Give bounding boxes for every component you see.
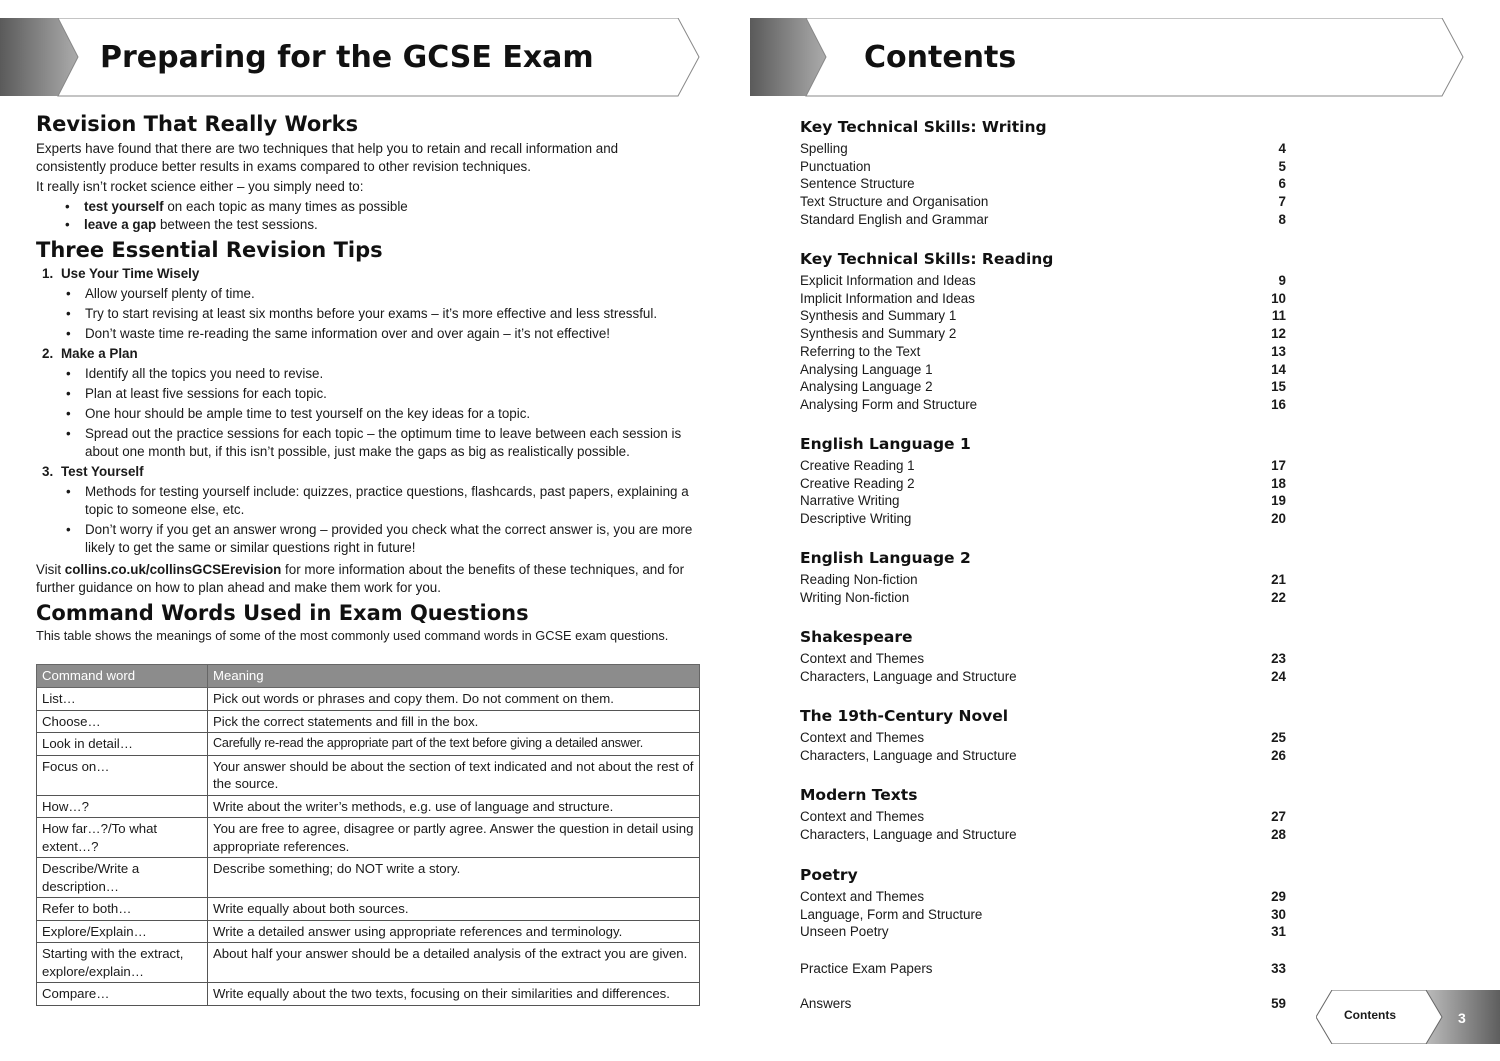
table-row <box>37 818 700 858</box>
contents-entry[interactable]: Characters, Language and Structure 28 <box>800 826 1286 842</box>
table-row <box>37 688 700 711</box>
contents-entry[interactable]: Characters, Language and Structure 24 <box>800 668 1286 684</box>
column-header-command: Command word <box>37 665 208 688</box>
section-heading: Shakespeare <box>800 628 913 646</box>
collins-link[interactable]: collins.co.uk/collinsGCSErevision <box>64 562 282 577</box>
command-cell: How…? <box>37 795 208 818</box>
meaning-cell: Write equally about the two texts, focusing on their similarities and differences. <box>208 983 700 1006</box>
meaning-cell: Your answer should be about the section of text indicated and not about the rest of the source. <box>208 755 700 795</box>
contents-entry[interactable]: Context and Themes 29 <box>800 889 1286 904</box>
contents-entry[interactable]: Answers 59 <box>800 996 1286 1011</box>
command-cell: Look in detail… <box>37 733 208 756</box>
contents-entry[interactable]: Implicit Information and Ideas 10 <box>800 290 1286 306</box>
contents-entry[interactable]: Reading Non-fiction 21 <box>800 572 1286 587</box>
contents-title: Contents <box>864 40 1017 75</box>
command-cell: Focus on… <box>37 755 208 795</box>
meaning-cell: Carefully re-read the appropriate part of the text before giving a detailed answer. <box>208 733 700 756</box>
command-cell: Explore/Explain… <box>37 920 208 943</box>
tip-bullet: • Don’t worry if you get an answer wrong – provided you check what the correct answer is, you are more likely to get the same or similar questions right in future! <box>36 521 700 557</box>
tip-title: 1. Use Your Time Wisely <box>42 266 200 281</box>
contents-section <box>800 707 1286 764</box>
table-row <box>37 898 700 921</box>
command-words-intro: This table shows the meanings of some of the most commonly used command words in GCSE exam questions. <box>36 628 669 643</box>
table-row <box>37 795 700 818</box>
section-heading: Key Technical Skills: Reading <box>800 250 1054 268</box>
contents-entry[interactable]: Context and Themes 23 <box>800 651 1286 666</box>
contents-practice-papers <box>800 960 1286 978</box>
tip-bullet: • Try to start revising at least six months before your exams – it’s more effective and less stressful. <box>36 305 700 323</box>
contents-entry[interactable]: Creative Reading 2 18 <box>800 475 1286 491</box>
table-row <box>37 943 700 983</box>
meaning-cell: Write a detailed answer using appropriate references and terminology. <box>208 920 700 943</box>
tip-bullet: • Don’t waste time re-reading the same information over and over again – it’s not effective! <box>36 325 700 343</box>
contents-entry[interactable]: Context and Themes 25 <box>800 730 1286 745</box>
revision-paragraph-line: Experts have found that there are two techniques that help you to retain and recall information and <box>36 141 619 156</box>
contents-entry[interactable]: Spelling 4 <box>800 141 1286 156</box>
section-heading: Poetry <box>800 866 858 884</box>
contents-entry[interactable]: Standard English and Grammar 8 <box>800 211 1286 227</box>
tips-heading: Three Essential Revision Tips <box>36 238 383 262</box>
tip-bullet: • Spread out the practice sessions for each topic – the optimum time to leave between each session is about one month but, if this isn’t possible, just make the gaps as big as realistically possible. <box>36 425 700 461</box>
page-number: 3 <box>1458 1010 1466 1026</box>
section-heading: English Language 1 <box>800 435 971 453</box>
table-header-row <box>37 665 700 688</box>
contents-entry[interactable]: Analysing Language 2 15 <box>800 379 1286 395</box>
meaning-cell: Write equally about both sources. <box>208 898 700 921</box>
contents-section <box>800 435 1286 528</box>
contents-entry[interactable]: Practice Exam Papers 33 <box>800 961 1286 976</box>
contents-entry[interactable]: Text Structure and Organisation 7 <box>800 194 1286 210</box>
contents-entry[interactable]: Synthesis and Summary 2 12 <box>800 326 1286 342</box>
contents-entry[interactable]: Synthesis and Summary 1 11 <box>800 308 1286 324</box>
left-page-body <box>36 112 700 645</box>
tip-title: 3. Test Yourself <box>42 464 144 479</box>
tip-bullet: • Plan at least five sessions for each topic. <box>36 385 700 403</box>
left-page-header <box>0 18 702 98</box>
contents-section <box>800 628 1286 685</box>
contents-entry[interactable]: Referring to the Text 13 <box>800 343 1286 359</box>
command-cell: Compare… <box>37 983 208 1006</box>
command-cell: List… <box>37 688 208 711</box>
table-row <box>37 983 700 1006</box>
revision-paragraph-2: It really isn’t rocket science either – you simply need to: <box>36 179 364 194</box>
contents-entry[interactable]: Explicit Information and Ideas 9 <box>800 273 1286 288</box>
table-row <box>37 920 700 943</box>
contents-entry[interactable]: Characters, Language and Structure 26 <box>800 747 1286 763</box>
contents-section <box>800 549 1286 606</box>
contents-section <box>800 866 1286 941</box>
page-title: Preparing for the GCSE Exam <box>100 40 594 75</box>
contents-entry[interactable]: Sentence Structure 6 <box>800 176 1286 192</box>
tip-title: 2. Make a Plan <box>42 346 138 361</box>
command-cell: Describe/Write a description… <box>37 858 208 898</box>
contents-section <box>800 250 1286 414</box>
revision-bullet: • test yourself on each topic as many times as possible <box>36 198 700 216</box>
revision-bullet: • leave a gap between the test sessions. <box>36 216 700 234</box>
contents-entry[interactable]: Narrative Writing 19 <box>800 493 1286 509</box>
command-cell: Choose… <box>37 710 208 733</box>
tip-bullet: • Allow yourself plenty of time. <box>36 285 700 303</box>
command-words-table <box>36 664 700 1006</box>
right-page-header <box>750 18 1466 98</box>
column-header-meaning: Meaning <box>208 665 700 688</box>
meaning-cell: Describe something; do NOT write a story. <box>208 858 700 898</box>
command-words-heading: Command Words Used in Exam Questions <box>36 601 529 625</box>
contents-entry[interactable]: Punctuation 5 <box>800 158 1286 174</box>
visit-paragraph-line2: further guidance on how to plan ahead and make them work for you. <box>36 580 441 595</box>
contents-answers <box>800 995 1286 1013</box>
meaning-cell: About half your answer should be a detailed analysis of the extract you are given. <box>208 943 700 983</box>
command-cell: How far…?/To what extent…? <box>37 818 208 858</box>
table-row <box>37 733 700 756</box>
meaning-cell: Pick the correct statements and fill in the box. <box>208 710 700 733</box>
contents-entry[interactable]: Unseen Poetry 31 <box>800 924 1286 940</box>
contents-section <box>800 118 1286 229</box>
section-heading: The 19th-Century Novel <box>800 707 1009 725</box>
tip-bullet: • Identify all the topics you need to revise. <box>36 365 700 383</box>
contents-entry[interactable]: Writing Non-fiction 22 <box>800 589 1286 605</box>
section-heading: English Language 2 <box>800 549 971 567</box>
contents-entry[interactable]: Analysing Form and Structure 16 <box>800 396 1286 412</box>
command-cell: Starting with the extract, explore/explain… <box>37 943 208 983</box>
contents-section <box>800 786 1286 843</box>
section-heading: Modern Texts <box>800 786 918 804</box>
tip-bullet: • One hour should be ample time to test yourself on the key ideas for a topic. <box>36 405 700 423</box>
revision-paragraph-line: consistently produce better results in exams compared to other revision techniques. <box>36 159 531 174</box>
visit-paragraph: Visit collins.co.uk/collinsGCSErevision for more information about the benefits of these techniques, and for <box>36 562 685 577</box>
contents-entry[interactable]: Creative Reading 1 17 <box>800 458 1286 473</box>
meaning-cell: Write about the writer’s methods, e.g. use of language and structure. <box>208 795 700 818</box>
contents-entry[interactable]: Context and Themes 27 <box>800 809 1286 824</box>
table-row <box>37 710 700 733</box>
section-heading: Key Technical Skills: Writing <box>800 118 1047 136</box>
command-cell: Refer to both… <box>37 898 208 921</box>
revision-heading: Revision That Really Works <box>36 112 359 136</box>
meaning-cell: Pick out words or phrases and copy them. Do not comment on them. <box>208 688 700 711</box>
table-row <box>37 858 700 898</box>
contents-entry[interactable]: Language, Form and Structure 30 <box>800 906 1286 922</box>
contents-entry[interactable]: Descriptive Writing 20 <box>800 511 1286 527</box>
contents-entry[interactable]: Analysing Language 1 14 <box>800 361 1286 377</box>
tip-bullet: • Methods for testing yourself include: quizzes, practice questions, flashcards, past papers, explaining a topic to someone else, etc. <box>36 483 700 519</box>
table-row <box>37 755 700 795</box>
footer-section-label: Contents <box>1344 1008 1396 1022</box>
meaning-cell: You are free to agree, disagree or partly agree. Answer the question in detail using appropriate references. <box>208 818 700 858</box>
